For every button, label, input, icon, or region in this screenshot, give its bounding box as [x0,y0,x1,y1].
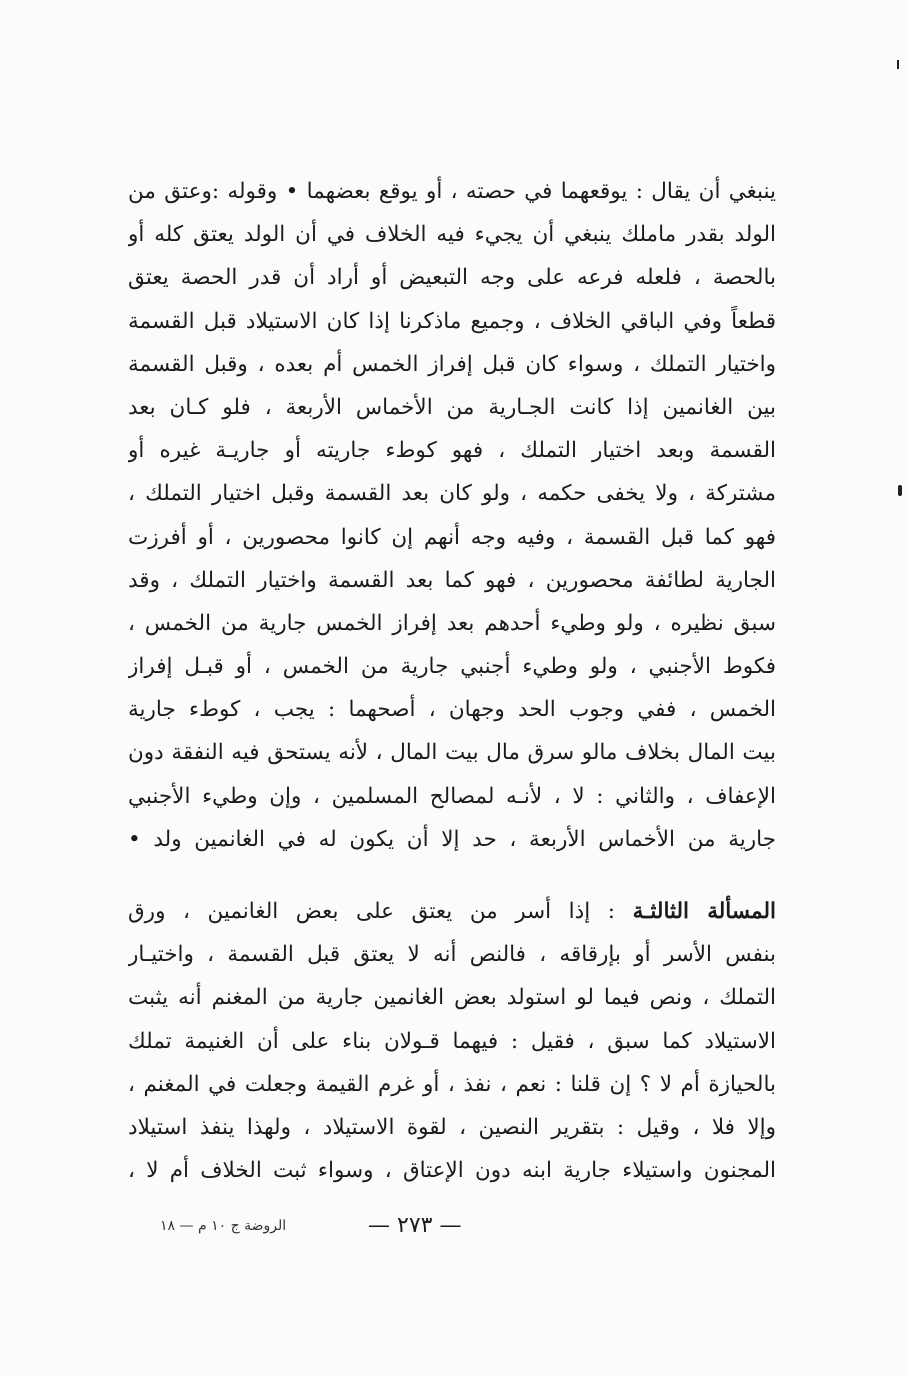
heading-continuation: : إذا أسر من يعتق على بعض الغانمين ، ورق [128,899,616,924]
text-line: واختيار التملك ، وسواء كان قبل إفراز الخمس أم بعده ، وقبل القسمة [128,351,776,377]
text-line: الإعفاف ، والثاني : لا ، لأنـه لمصالح المسلمين ، وإن وطيء الأجنبي [128,783,776,809]
text-line: قطعاً وفي الباقي الخلاف ، وجميع ماذكرنا إذا كان الاستيلاد قبل القسمة [128,308,776,334]
section-heading: المسألة الثالثـة [632,899,776,924]
text-line: وإلا فلا ، وقيل : بتقرير النصين ، لقوة الاستيلاد ، ولهذا ينفذ استيلاد [128,1114,776,1140]
text-line: سبق نظيره ، ولو وطيء أحدهم بعد إفراز الخمس جارية من الخمس ، [128,610,776,636]
text-line: التملك ، ونص فيما لو استولد بعض الغانمين جارية من المغنم أنه يثبت [128,985,776,1011]
text-line: المجنون واستيلاء جارية ابنه دون الإعتاق ، وسواء ثبت الخلاف أم لا ، [128,1158,776,1184]
text-line: القسمة وبعد اختيار التملك ، فهو كوطء جاريته أو جاريـة غيره أو [128,438,776,464]
text-line: مشتركة ، ولا يخفى حكمه ، ولو كان بعد القسمة وقبل اختيار التملك ، [128,481,776,507]
text-line: بالحيازة أم لا ؟ إن قلنا : نعم ، نفذ ، أو غرم القيمة وجعلت في المغنم ، [128,1071,776,1097]
text-line: الجارية لطائفة محصورين ، فهو كما بعد القسمة واختيار التملك ، وقد [128,567,776,593]
text-line: جارية من الأخماس الأربعة ، حد إلا أن يكون له في الغانمين ولد • [128,826,776,852]
text-line: فكوط الأجنبي ، ولو وطيء أجنبي جارية من الخمس ، أو قبـل إفراز [128,654,776,680]
text-line: بين الغانمين إذا كانت الجـارية من الأخماس الأربعة ، فلو كـان بعد [128,394,776,420]
signature-mark: الروضة ج ١٠ م — ١٨ [160,1218,287,1234]
text-line: فهو كما قبل القسمة ، وفيه وجه أنهم إن كانوا محصورين ، أو أفرزت [128,524,776,550]
text-line: الخمس ، ففي وجوب الحد وجهان ، أصحهما : يجب ، كوطء جارية [128,697,776,723]
margin-mark [897,60,899,69]
text-line: ينبغي أن يقال : يوقعهما في حصته ، أو يوقع بعضهما • وقوله :وعتق من [128,179,776,204]
text-line: بيت المال بخلاف مالو سرق مال بيت المال ، لأنه يستحق فيه النفقة دون [128,740,776,766]
body-text [128,170,776,1192]
paragraph-2 [128,890,776,1192]
text-line [128,890,776,933]
margin-mark [898,485,902,496]
text-line: بالحصة ، فلعله فرعه على وجه التبعيض أو أراد أن قدر الحصة يعتق [128,265,776,291]
page-footer [0,1213,908,1253]
text-line: الولد بقدر ماملك ينبغي أن يجيء فيه الخلاف في أن الولد يعتق كله أو [128,222,776,248]
page-number: — ٢٧٣ — [368,1213,462,1238]
paragraph-1 [128,170,776,861]
text-line: الاستيلاد كما سبق ، فقيل : فيهما قـولان بناء على أن الغنيمة تملك [128,1028,776,1054]
text-line: بنفس الأسر أو بإرقاقه ، فالنص أنه لا يعتق قبل القسمة ، واختيـار [128,942,776,968]
